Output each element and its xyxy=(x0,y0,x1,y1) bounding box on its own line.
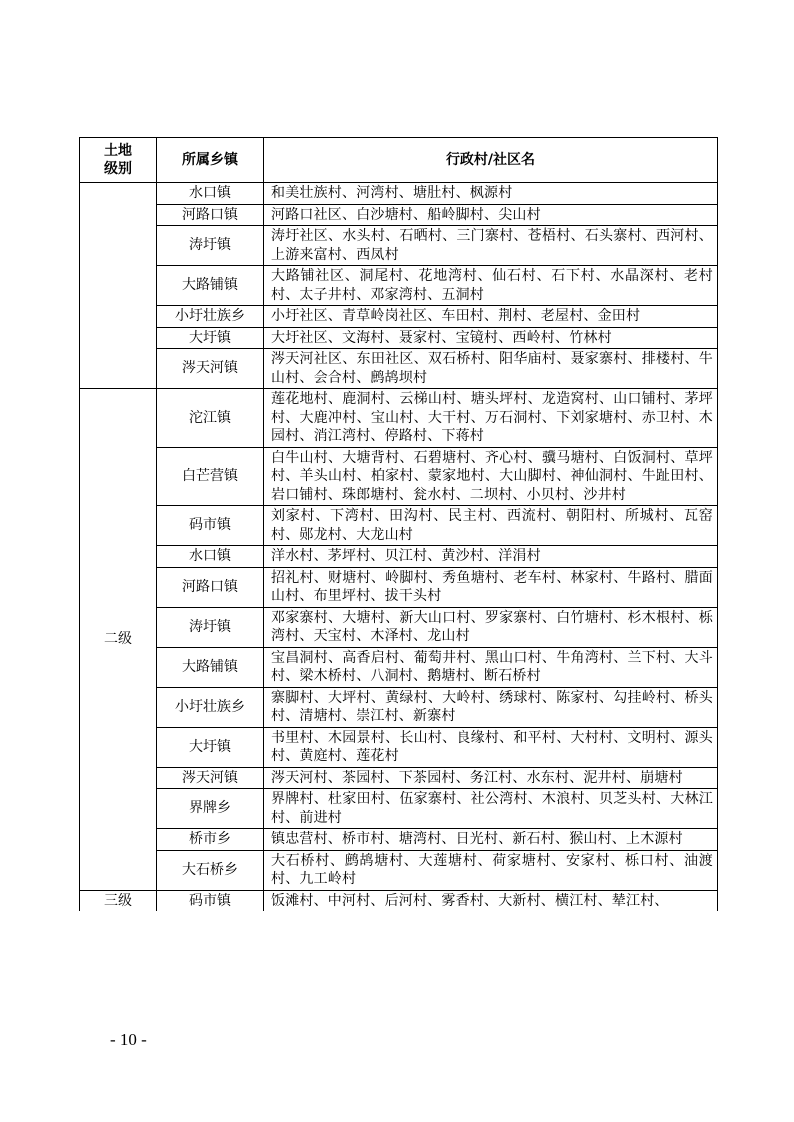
villages-cell: 饭滩村、中河村、后河村、雾香村、大新村、横江村、辇江村、 xyxy=(264,890,718,911)
table-row xyxy=(80,204,718,226)
villages-cell: 招礼村、财塘村、岭脚村、秀鱼塘村、老车村、林家村、牛路村、腊面山村、布里坪村、拔干头村 xyxy=(264,567,718,607)
town-cell: 大路铺镇 xyxy=(157,647,264,687)
town-cell: 涔天河镇 xyxy=(157,767,264,789)
grade-header-line2: 级别 xyxy=(104,161,132,177)
villages-cell: 涔天河社区、东田社区、双石桥村、阳华庙村、聂家寨村、排楼村、牛山村、会合村、鹧鸪坝村 xyxy=(264,349,718,389)
town-column-header: 所属乡镇 xyxy=(157,138,264,183)
table-row xyxy=(80,226,718,266)
grade-cell-empty xyxy=(80,183,157,389)
table-row xyxy=(80,349,718,389)
villages-cell: 宝昌洞村、高香启村、葡萄井村、黑山口村、牛角湾村、兰下村、大斗村、梁木桥村、八洞村、鹅塘村、断石桥村 xyxy=(264,647,718,687)
town-cell: 白芒营镇 xyxy=(157,447,264,506)
grade-column-header xyxy=(80,138,157,183)
villages-cell: 书里村、木园景村、长山村、良缘村、和平村、大村村、文明村、源头村、黄庭村、莲花村 xyxy=(264,727,718,767)
town-cell: 小圩壮族乡 xyxy=(157,306,264,328)
table-row xyxy=(80,647,718,687)
table-row xyxy=(80,306,718,328)
town-cell: 水口镇 xyxy=(157,546,264,568)
villages-cell: 大圩社区、文海村、聂家村、宝镜村、西岭村、竹林村 xyxy=(264,327,718,349)
villages-cell: 河路口社区、白沙塘村、船岭脚村、尖山村 xyxy=(264,204,718,226)
town-cell: 河路口镇 xyxy=(157,567,264,607)
table-row xyxy=(80,183,718,205)
town-cell: 沱江镇 xyxy=(157,389,264,448)
page-number: - 10 - xyxy=(110,1030,147,1049)
town-cell: 码市镇 xyxy=(157,506,264,546)
villages-cell: 洋水村、茅坪村、贝江村、黄沙村、洋涓村 xyxy=(264,546,718,568)
villages-cell: 和美壮族村、河湾村、塘肚村、枫源村 xyxy=(264,183,718,205)
table-row xyxy=(80,389,718,448)
villages-cell: 白牛山村、大塘背村、石碧塘村、齐心村、骥马塘村、白饭洞村、草坪村、羊头山村、柏家村、蒙家地村、大山脚村、神仙洞村、牛趾田村、岩口铺村、珠郎塘村、瓮水村、二坝村、小贝村、沙井村 xyxy=(264,447,718,506)
town-cell: 大圩镇 xyxy=(157,327,264,349)
villages-cell: 镇忠营村、桥市村、塘湾村、日光村、新石村、猴山村、上木源村 xyxy=(264,829,718,851)
town-cell: 涛圩镇 xyxy=(157,607,264,647)
table-row xyxy=(80,567,718,607)
villages-cell: 大路铺社区、洞尾村、花地湾村、仙石村、石下村、水晶深村、老村村、太子井村、邓家湾村、五洞村 xyxy=(264,266,718,306)
table-row xyxy=(80,890,718,911)
table-row xyxy=(80,327,718,349)
town-cell: 涔天河镇 xyxy=(157,349,264,389)
grade-cell-level3: 三级 xyxy=(80,890,157,911)
town-cell: 小圩壮族乡 xyxy=(157,687,264,727)
table-row xyxy=(80,850,718,890)
town-cell: 涛圩镇 xyxy=(157,226,264,266)
town-cell: 水口镇 xyxy=(157,183,264,205)
table-row xyxy=(80,767,718,789)
town-cell: 桥市乡 xyxy=(157,829,264,851)
grade-header-line1: 土地 xyxy=(104,142,132,159)
table-row xyxy=(80,266,718,306)
table-row xyxy=(80,687,718,727)
town-cell: 大石桥乡 xyxy=(157,850,264,890)
table-row xyxy=(80,607,718,647)
grade-cell-level2: 二级 xyxy=(80,389,157,891)
town-cell: 大圩镇 xyxy=(157,727,264,767)
villages-cell: 莲花地村、鹿洞村、云梯山村、塘头坪村、龙造窝村、山口铺村、茅坪村、大鹿冲村、宝山村、大干村、万石洞村、下刘家塘村、赤卫村、木园村、消江湾村、停路村、下蒋村 xyxy=(264,389,718,448)
villages-cell: 小圩社区、青草岭岗社区、车田村、荆村、老屋村、金田村 xyxy=(264,306,718,328)
villages-cell: 涔天河村、茶园村、下茶园村、务江村、水东村、泥井村、崩塘村 xyxy=(264,767,718,789)
town-cell: 界牌乡 xyxy=(157,789,264,829)
villages-cell: 大石桥村、鹧鸪塘村、大莲塘村、荷家塘村、安家村、栎口村、油渡村、九工岭村 xyxy=(264,850,718,890)
town-cell: 大路铺镇 xyxy=(157,266,264,306)
villages-cell: 刘家村、下湾村、田沟村、民主村、西流村、朝阳村、所城村、瓦窑村、郧龙村、大龙山村 xyxy=(264,506,718,546)
villages-cell: 邓家寨村、大塘村、新大山口村、罗家寨村、白竹塘村、杉木根村、栎湾村、天宝村、木泽村、龙山村 xyxy=(264,607,718,647)
villages-cell: 界牌村、杜家田村、伍家寨村、社公湾村、木浪村、贝芝头村、大林江村、前进村 xyxy=(264,789,718,829)
table-row xyxy=(80,506,718,546)
villages-cell: 涛圩社区、水头村、石晒村、三门寨村、苍梧村、石头寨村、西河村、上游来富村、西凤村 xyxy=(264,226,718,266)
table-header-row xyxy=(80,138,718,183)
land-grade-table xyxy=(79,137,718,911)
town-cell: 码市镇 xyxy=(157,890,264,911)
villages-cell: 寨脚村、大坪村、黄绿村、大岭村、绣球村、陈家村、勾挂岭村、桥头村、清塘村、崇江村、新寨村 xyxy=(264,687,718,727)
table-row xyxy=(80,727,718,767)
table-row xyxy=(80,447,718,506)
table-row xyxy=(80,789,718,829)
town-cell: 河路口镇 xyxy=(157,204,264,226)
villages-column-header: 行政村/社区名 xyxy=(264,138,718,183)
table-row xyxy=(80,546,718,568)
table-row xyxy=(80,829,718,851)
